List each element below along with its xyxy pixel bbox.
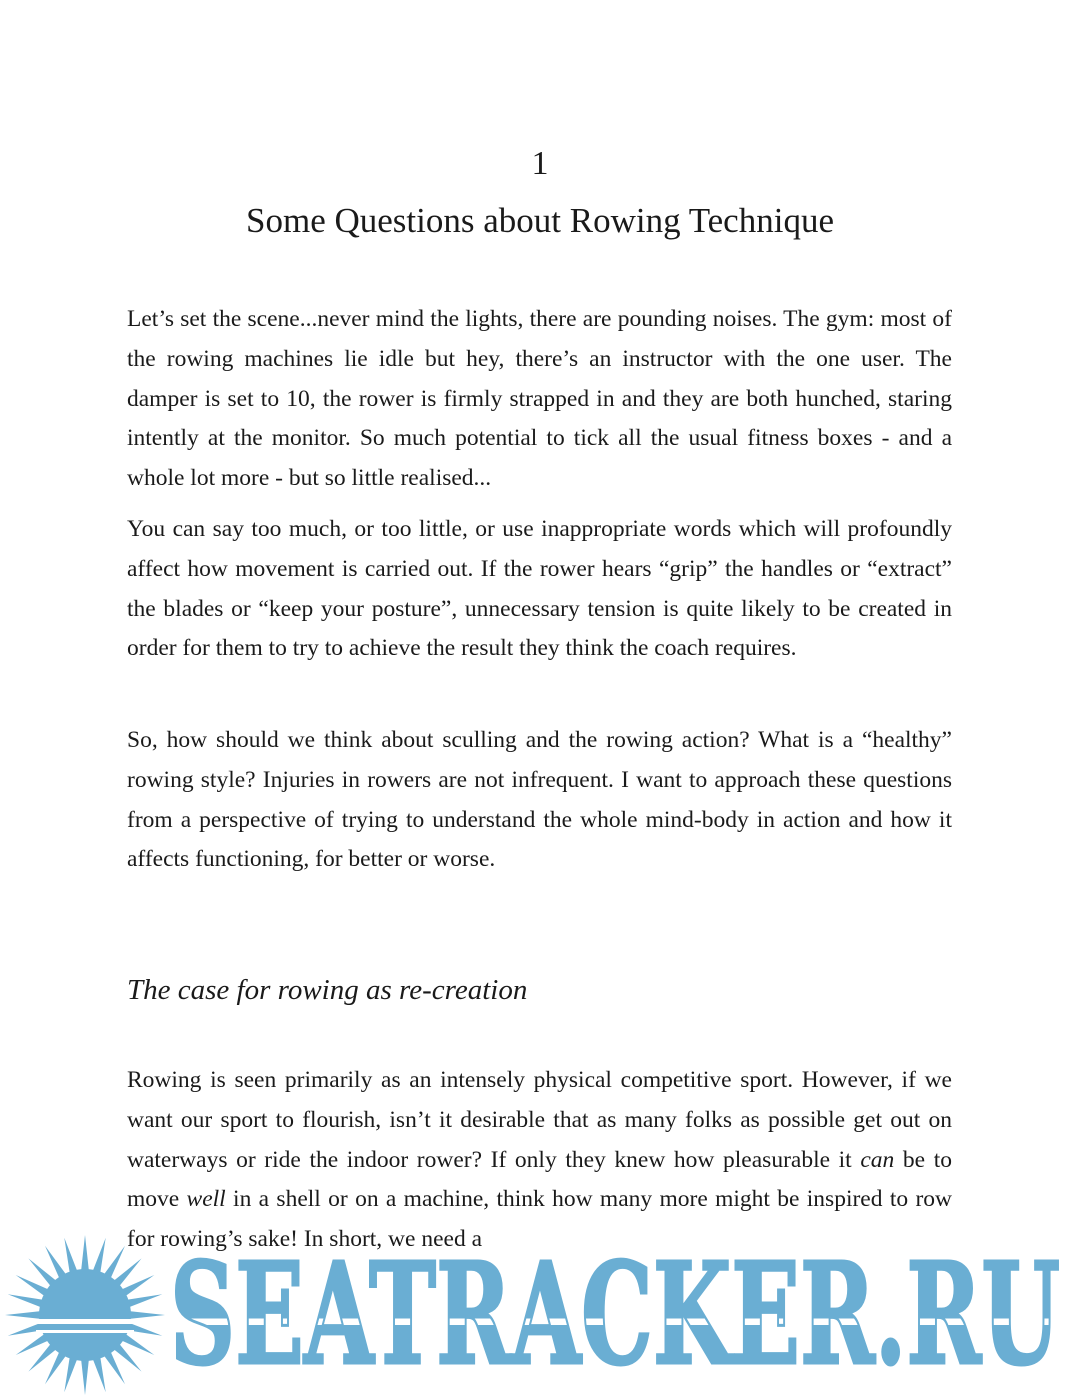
section-heading: The case for rowing as re-creation: [127, 974, 528, 1006]
watermark-label: SEATRACKER.RU: [170, 1241, 1060, 1391]
chapter-number: 1: [531, 145, 549, 182]
paragraph-text: [127, 1061, 952, 1260]
sun-logo-icon: [0, 1235, 170, 1397]
paragraph-2: [127, 510, 952, 669]
emphasis-can: can: [860, 1146, 895, 1173]
paragraph-1: [127, 300, 952, 499]
paragraph-text: You can say too much, or too little, or use inappropriate words which will profoundly affect how movement is carried out. If the rower hears “grip” the handles or “extract” the blades or “keep your posture”, unnecessary tension is quite likely to be created in order for them to try to achieve the result they think the coach requires.: [127, 516, 952, 662]
text-run: Rowing is seen primarily as an intensely physical competitive sport. However, if we want our sport to flourish, isn’t it desirable that as many folks as possible get out on waterways or ride the indoor rower? If only they knew how pleasurable it: [127, 1067, 952, 1173]
watermark-text: [170, 1241, 1070, 1391]
paragraph-text: So, how should we think about sculling and the rowing action? What is a “healthy” rowing style? Injuries in rowers are not infrequent. I want to approach these questions from a perspective of trying to understand the whole mind-body in action and how it affects functioning, for better or worse.: [127, 727, 952, 873]
paragraph-3: [127, 721, 952, 880]
paragraph-text: Let’s set the scene...never mind the lights, there are pounding noises. The gym: most of the rowing machines lie idle but hey, there’s an instructor with the one user. The damper is set to 10, the rower is firmly strapped in and they are both hunched, staring intently at the monitor. So much potential to tick all the usual fitness boxes - and a whole lot more - but so little realised...: [127, 306, 952, 492]
text-run: in a shell or on a machine, think how many more might be inspired to row for rowing’s sake! In short, we need a: [127, 1186, 952, 1253]
text-run: be to move: [127, 1146, 952, 1213]
paragraph-4: [127, 1061, 952, 1260]
chapter-title: Some Questions about Rowing Technique: [246, 201, 834, 240]
emphasis-well: well: [186, 1186, 226, 1213]
watermark: [0, 1235, 1080, 1397]
